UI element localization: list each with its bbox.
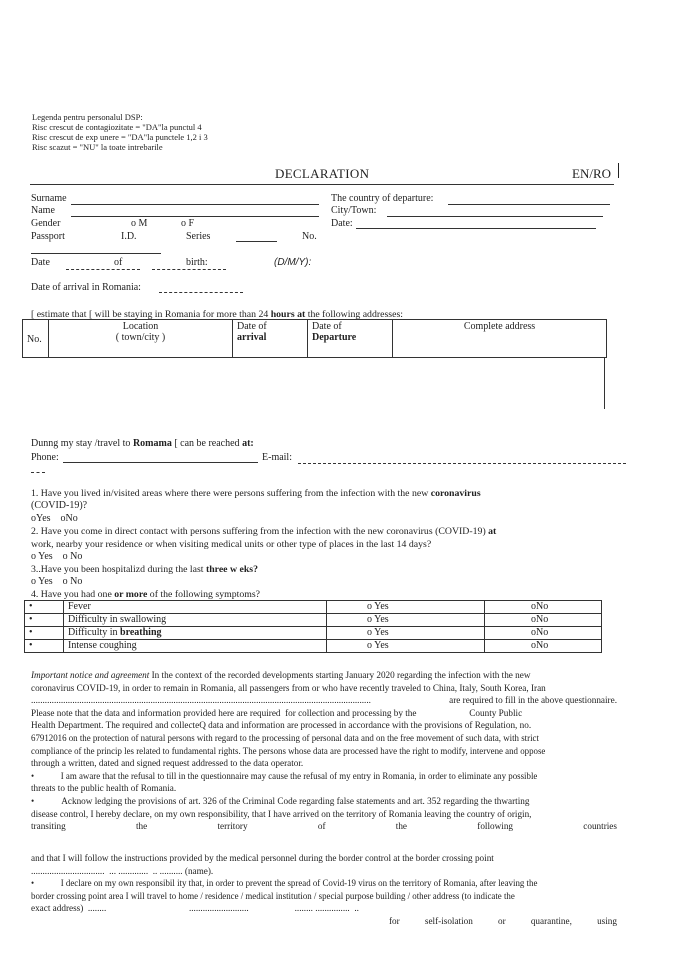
question-4: 4. Have you had one or more of the following symptoms? <box>31 589 261 600</box>
question-2-answers[interactable]: o Yes o No <box>31 551 83 562</box>
fever-yes-radio[interactable]: o Yes <box>327 601 485 614</box>
symptom-fever: Fever <box>64 601 327 614</box>
arrival-date-field[interactable] <box>159 292 243 293</box>
contact-intro: Dunng my stay /travel to Romama [ can be reached at: <box>31 438 254 449</box>
table-row <box>25 640 602 653</box>
surname-field[interactable] <box>71 204 319 205</box>
col-location: Location ( town/city ) <box>49 320 233 358</box>
question-1: 1. Have you lived in/visited areas where there were persons suffering from the infection with the new coronavirus <box>31 488 481 499</box>
dob-field[interactable] <box>66 269 140 270</box>
city-town-field[interactable] <box>387 216 603 217</box>
language-label: EN/RO <box>572 166 611 181</box>
page-title: DECLARATION <box>275 166 370 181</box>
series-field[interactable] <box>236 241 277 242</box>
border-instructions: and that I will follow the instructions provided by the medical personnel during the border control at the border crossing point ................................ ... ............. .. .......... (name). • I declare on my own responsibil ity that, in order to prevent the spread of Covid-19 virus on the territory of Romania, after leaving the border crossing point area I will travel to home / residence / medical institution / special purpose building / other address (to indicate the exact address) ........ .......................... ........ ............... .. for self-isolation or quarantine, using <box>31 853 617 926</box>
dob-field[interactable] <box>152 269 226 270</box>
self-isolation-line: for self-isolation or quarantine, using <box>389 915 617 926</box>
email-field[interactable] <box>298 463 626 464</box>
passport-number-field[interactable] <box>31 253 161 254</box>
date-label: Date: <box>331 218 353 229</box>
question-3: 3..Have you been hospitalizd during the last three w eks? <box>31 564 259 575</box>
email-label: E-mail: <box>262 452 292 463</box>
departure-date-field[interactable] <box>356 228 596 229</box>
gender-male-radio[interactable]: o M <box>131 218 148 229</box>
table-row <box>25 601 602 614</box>
question-1-cont: (COVID-19)? <box>31 500 88 511</box>
city-town-label: City/Town: <box>331 205 377 216</box>
question-1-answers[interactable]: oYes oNo <box>31 513 78 524</box>
legend-line: Risc crescut de contagiozitate = "DA"la punctul 4 <box>32 122 202 132</box>
question-2-cont: work, nearby your residence or when visiting medical units or other type of places in the last 14 days? <box>31 539 432 550</box>
coughing-yes-radio[interactable]: o Yes <box>327 640 485 653</box>
symptom-breathing: Difficulty in breathing <box>64 627 327 640</box>
col-complete-address: Complete address <box>393 320 607 358</box>
gender-female-radio[interactable]: o F <box>181 218 195 229</box>
arrival-date-label: Date of arrival in Romania: <box>31 282 141 293</box>
transit-countries-line: transiting the territory of the following countries <box>31 821 617 832</box>
divider <box>618 163 619 178</box>
symptom-swallowing: Difficulty in swallowing <box>64 614 327 627</box>
dob-label-date: Date <box>31 257 50 268</box>
name-field[interactable] <box>71 216 319 217</box>
country-departure-field[interactable] <box>448 204 610 205</box>
dob-label-birth: birth: <box>186 257 208 268</box>
dob-label-of: of <box>114 257 123 268</box>
table-row <box>25 627 602 640</box>
col-arrival: Date of arrival <box>233 320 308 358</box>
id-label: I.D. <box>121 231 137 242</box>
address-table <box>22 319 607 358</box>
important-notice: Important notice and agreement In the context of the recorded developments starting January 2020 regarding the infection with the new coronavirus COVID-19, in order to remain in Romania, all passengers from or who have recently traveled to China, Italy, South Korea, Iran .................................................................................................................................................... are required to fill in the above questionnaire. Please note that the data and information provided here are required for collection and processing by the County Public Health Department. The required and collecteQ data and information are processed in accordance with the provisions of Regulation, no. 67912016 on the protection of natural persons with regard to the processing of personal data and on the free movement of such data, with strict compliance of the princip les related to fundamental rights. The persons whose data are processed have the right to modify, intervene and oppose through a written, dated and signed request addressed to the data operator. • I am aware that the refusal to till in the questionnaire may cause the refusal of my entry in Romania, in order to eliminate any possible threats to the public health of Romania. • Acknow ledging the provisions of art. 326 of the Criminal Code regarding false statements and art. 352 regarding the thwarting disease control, I hereby declare, on my own responsibility, that I have arrived on the territory of Romania leaving the country of origin, transiting the territory of the following countries <box>31 670 617 832</box>
title-rule <box>30 184 614 185</box>
bullet: • <box>25 640 64 653</box>
question-3-answers[interactable]: o Yes o No <box>31 576 83 587</box>
legend-line: Risc scazut = "NU" la toate intrebarile <box>32 142 163 152</box>
bullet: • <box>25 614 64 627</box>
passport-label: Passport <box>31 231 65 242</box>
symptom-coughing: Intense coughing <box>64 640 327 653</box>
fever-no-radio[interactable]: oNo <box>485 601 602 614</box>
question-2: 2. Have you come in direct contact with persons suffering from the infection with the new coronavirus (COVID-19) at <box>31 526 497 537</box>
bullet: • <box>25 601 64 614</box>
surname-label: Surname <box>31 193 67 204</box>
breathing-yes-radio[interactable]: o Yes <box>327 627 485 640</box>
col-departure: Date of Departure <box>308 320 393 358</box>
phone-field[interactable] <box>63 462 258 463</box>
gender-label: Gender <box>31 218 61 229</box>
series-label: Series <box>186 231 211 242</box>
col-no: No. <box>23 320 49 358</box>
number-label: No. <box>302 231 317 242</box>
legend-line: Legenda pentru personalul DSP: <box>32 112 143 122</box>
email-field-continued[interactable] <box>31 472 45 473</box>
swallowing-no-radio[interactable]: oNo <box>485 614 602 627</box>
breathing-no-radio[interactable]: oNo <box>485 627 602 640</box>
legend <box>32 112 208 152</box>
coughing-no-radio[interactable]: oNo <box>485 640 602 653</box>
stay-intro: [ estimate that [ will be staying in Romania for more than 24 hours at the following addresses: <box>31 309 403 320</box>
bullet: • <box>25 627 64 640</box>
address-rows-area[interactable] <box>604 357 605 409</box>
swallowing-yes-radio[interactable]: o Yes <box>327 614 485 627</box>
table-row <box>25 614 602 627</box>
phone-label: Phone: <box>31 452 59 463</box>
dob-format: (D/M/Y): <box>274 257 312 268</box>
legend-line: Risc crescut de exp unere = "DA"la punctele 1,2 i 3 <box>32 132 208 142</box>
symptoms-table <box>24 600 602 653</box>
name-label: Name <box>31 205 55 216</box>
country-departure-label: The country of departure: <box>331 193 434 204</box>
